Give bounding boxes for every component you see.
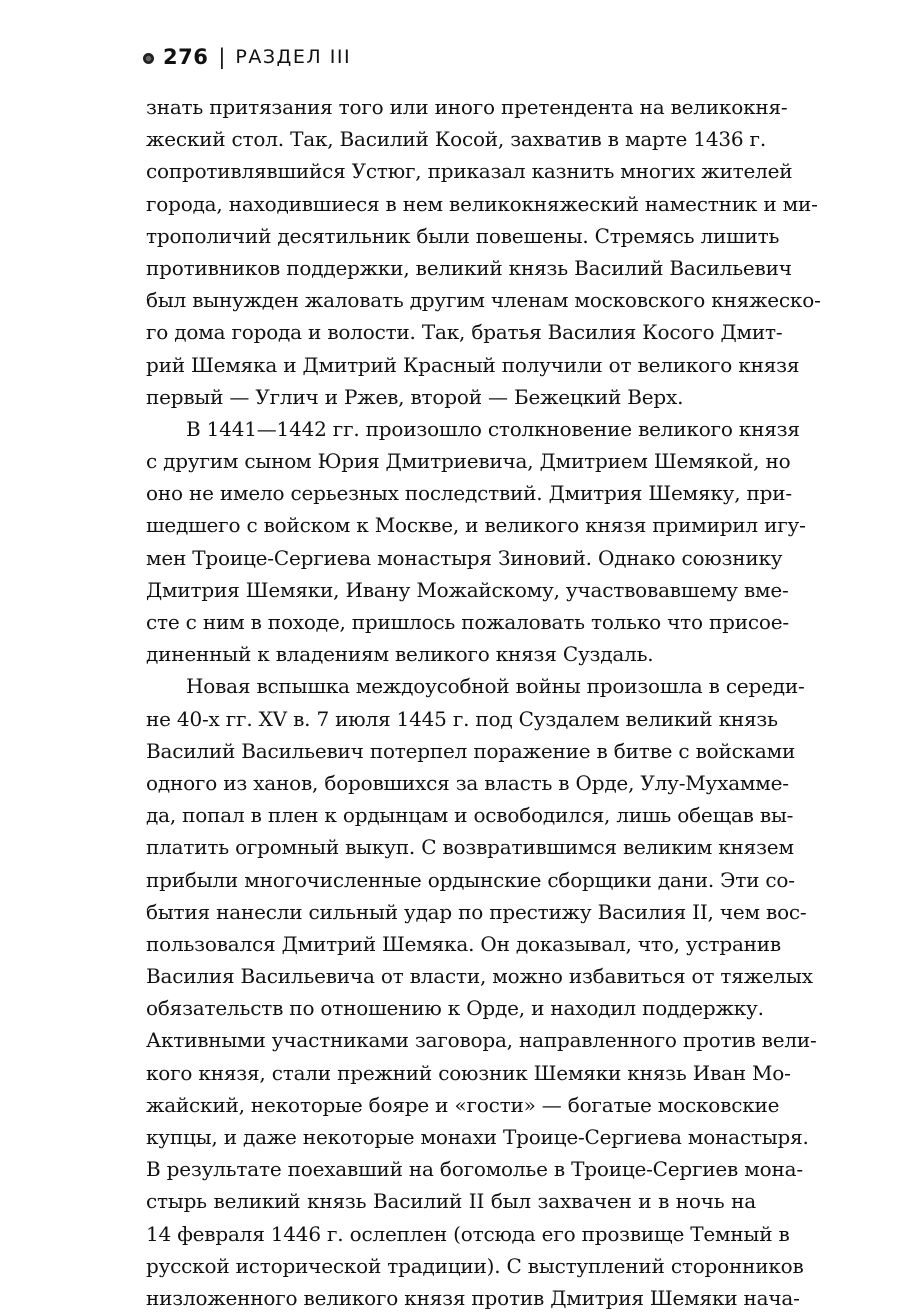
text-line: был вынужден жаловать другим членам московского княжеско- [146, 288, 821, 313]
text-line: Активными участниками заговора, направленного против вели- [146, 1028, 817, 1053]
text-line: жеский стол. Так, Василий Косой, захватив в марте 1436 г. [146, 127, 766, 152]
text-line: диненный к владениям великого князя Суздаль. [146, 642, 654, 667]
text-line: В результате поехавший на богомолье в Троице-Сергиев мона- [146, 1157, 803, 1182]
text-line: с другим сыном Юрия Дмитриевича, Дмитрием Шемякой, но [146, 449, 791, 474]
text-line: низложенного великого князя против Дмитрия Шемяки нача- [146, 1285, 800, 1310]
text-line: жайский, некоторые бояре и «гости» — богатые московские [146, 1092, 780, 1117]
paragraph [146, 413, 806, 671]
text-line: го дома города и волости. Так, братья Василия Косого Дмит- [146, 320, 783, 345]
body-text [146, 91, 821, 1314]
text-line: пользовался Дмитрий Шемяка. Он доказывал, что, устранив [146, 931, 781, 956]
header-separator: | [218, 45, 226, 69]
text-line: платить огромный выкуп. С возвратившимся великим князем [146, 835, 794, 860]
page-number: 276 [163, 45, 209, 69]
text-line: Новая вспышка междоусобной войны произошла в середи- [186, 674, 805, 699]
text-line: противников поддержки, великий князь Василий Васильевич [146, 255, 792, 280]
text-line: Дмитрия Шемяки, Ивану Можайскому, участвовавшему вме- [146, 577, 789, 602]
text-line: оно не имело серьезных последствий. Дмитрия Шемяку, при- [146, 481, 792, 506]
text-line: трополичий десятильник были повешены. Стремясь лишить [146, 223, 780, 248]
text-line: купцы, и даже некоторые монахи Троице-Сергиева монастыря. [146, 1125, 809, 1149]
text-line: да, попал в плен к ордынцам и освободился, лишь обещав вы- [146, 803, 794, 828]
text-line: мен Троице-Сергиева монастыря Зиновий. Однако союзнику [146, 545, 783, 570]
text-line: знать притязания того или иного претендента на великокня- [146, 95, 788, 119]
text-line: рий Шемяка и Дмитрий Красный получили от великого князя [146, 352, 800, 377]
text-line: не 40-х гг. XV в. 7 июля 1445 г. под Суздалем великий князь [146, 706, 778, 731]
text-line: стырь великий князь Василий II был захвачен и в ночь на [146, 1189, 756, 1214]
text-line: русской исторической традиции). С выступлений сторонников [146, 1253, 804, 1278]
text-line: прибыли многочисленные ордынские сборщики дани. Эти со- [146, 867, 795, 892]
text-line: кого князя, стали прежний союзник Шемяки князь Иван Мо- [146, 1060, 791, 1085]
section-title: РАЗДЕЛ III [235, 46, 352, 68]
text-line: сопротивлявшийся Устюг, приказал казнить многих жителей [146, 159, 793, 184]
text-line: шедшего с войском к Москве, и великого князя примирил игу- [146, 513, 806, 538]
bullet-ornament-icon [143, 53, 154, 64]
text-line: 14 февраля 1446 г. ослеплен (отсюда его прозвище Темный в [146, 1221, 790, 1246]
paragraph [146, 91, 821, 413]
text-line: первый — Углич и Ржев, второй — Бежецкий Верх. [146, 384, 684, 409]
text-line: бытия нанесли сильный удар по престижу Василия II, чем вос- [146, 899, 807, 924]
text-line: сте с ним в походе, пришлось пожаловать только что присое- [146, 610, 789, 634]
running-header [143, 42, 351, 72]
text-line: В 1441—1442 гг. произошло столкновение великого князя [186, 416, 800, 441]
text-line: обязательств по отношению к Орде, и находил поддержку. [146, 996, 764, 1021]
text-line: одного из ханов, боровшихся за власть в Орде, Улу-Мухамме- [146, 770, 789, 795]
text-line: Василий Васильевич потерпел поражение в битве с войсками [146, 738, 796, 763]
text-line: Василия Васильевича от власти, можно избавиться от тяжелых [146, 964, 813, 989]
paragraph [146, 670, 817, 1314]
text-line: города, находившиеся в нем великокняжеский наместник и ми- [146, 191, 818, 216]
